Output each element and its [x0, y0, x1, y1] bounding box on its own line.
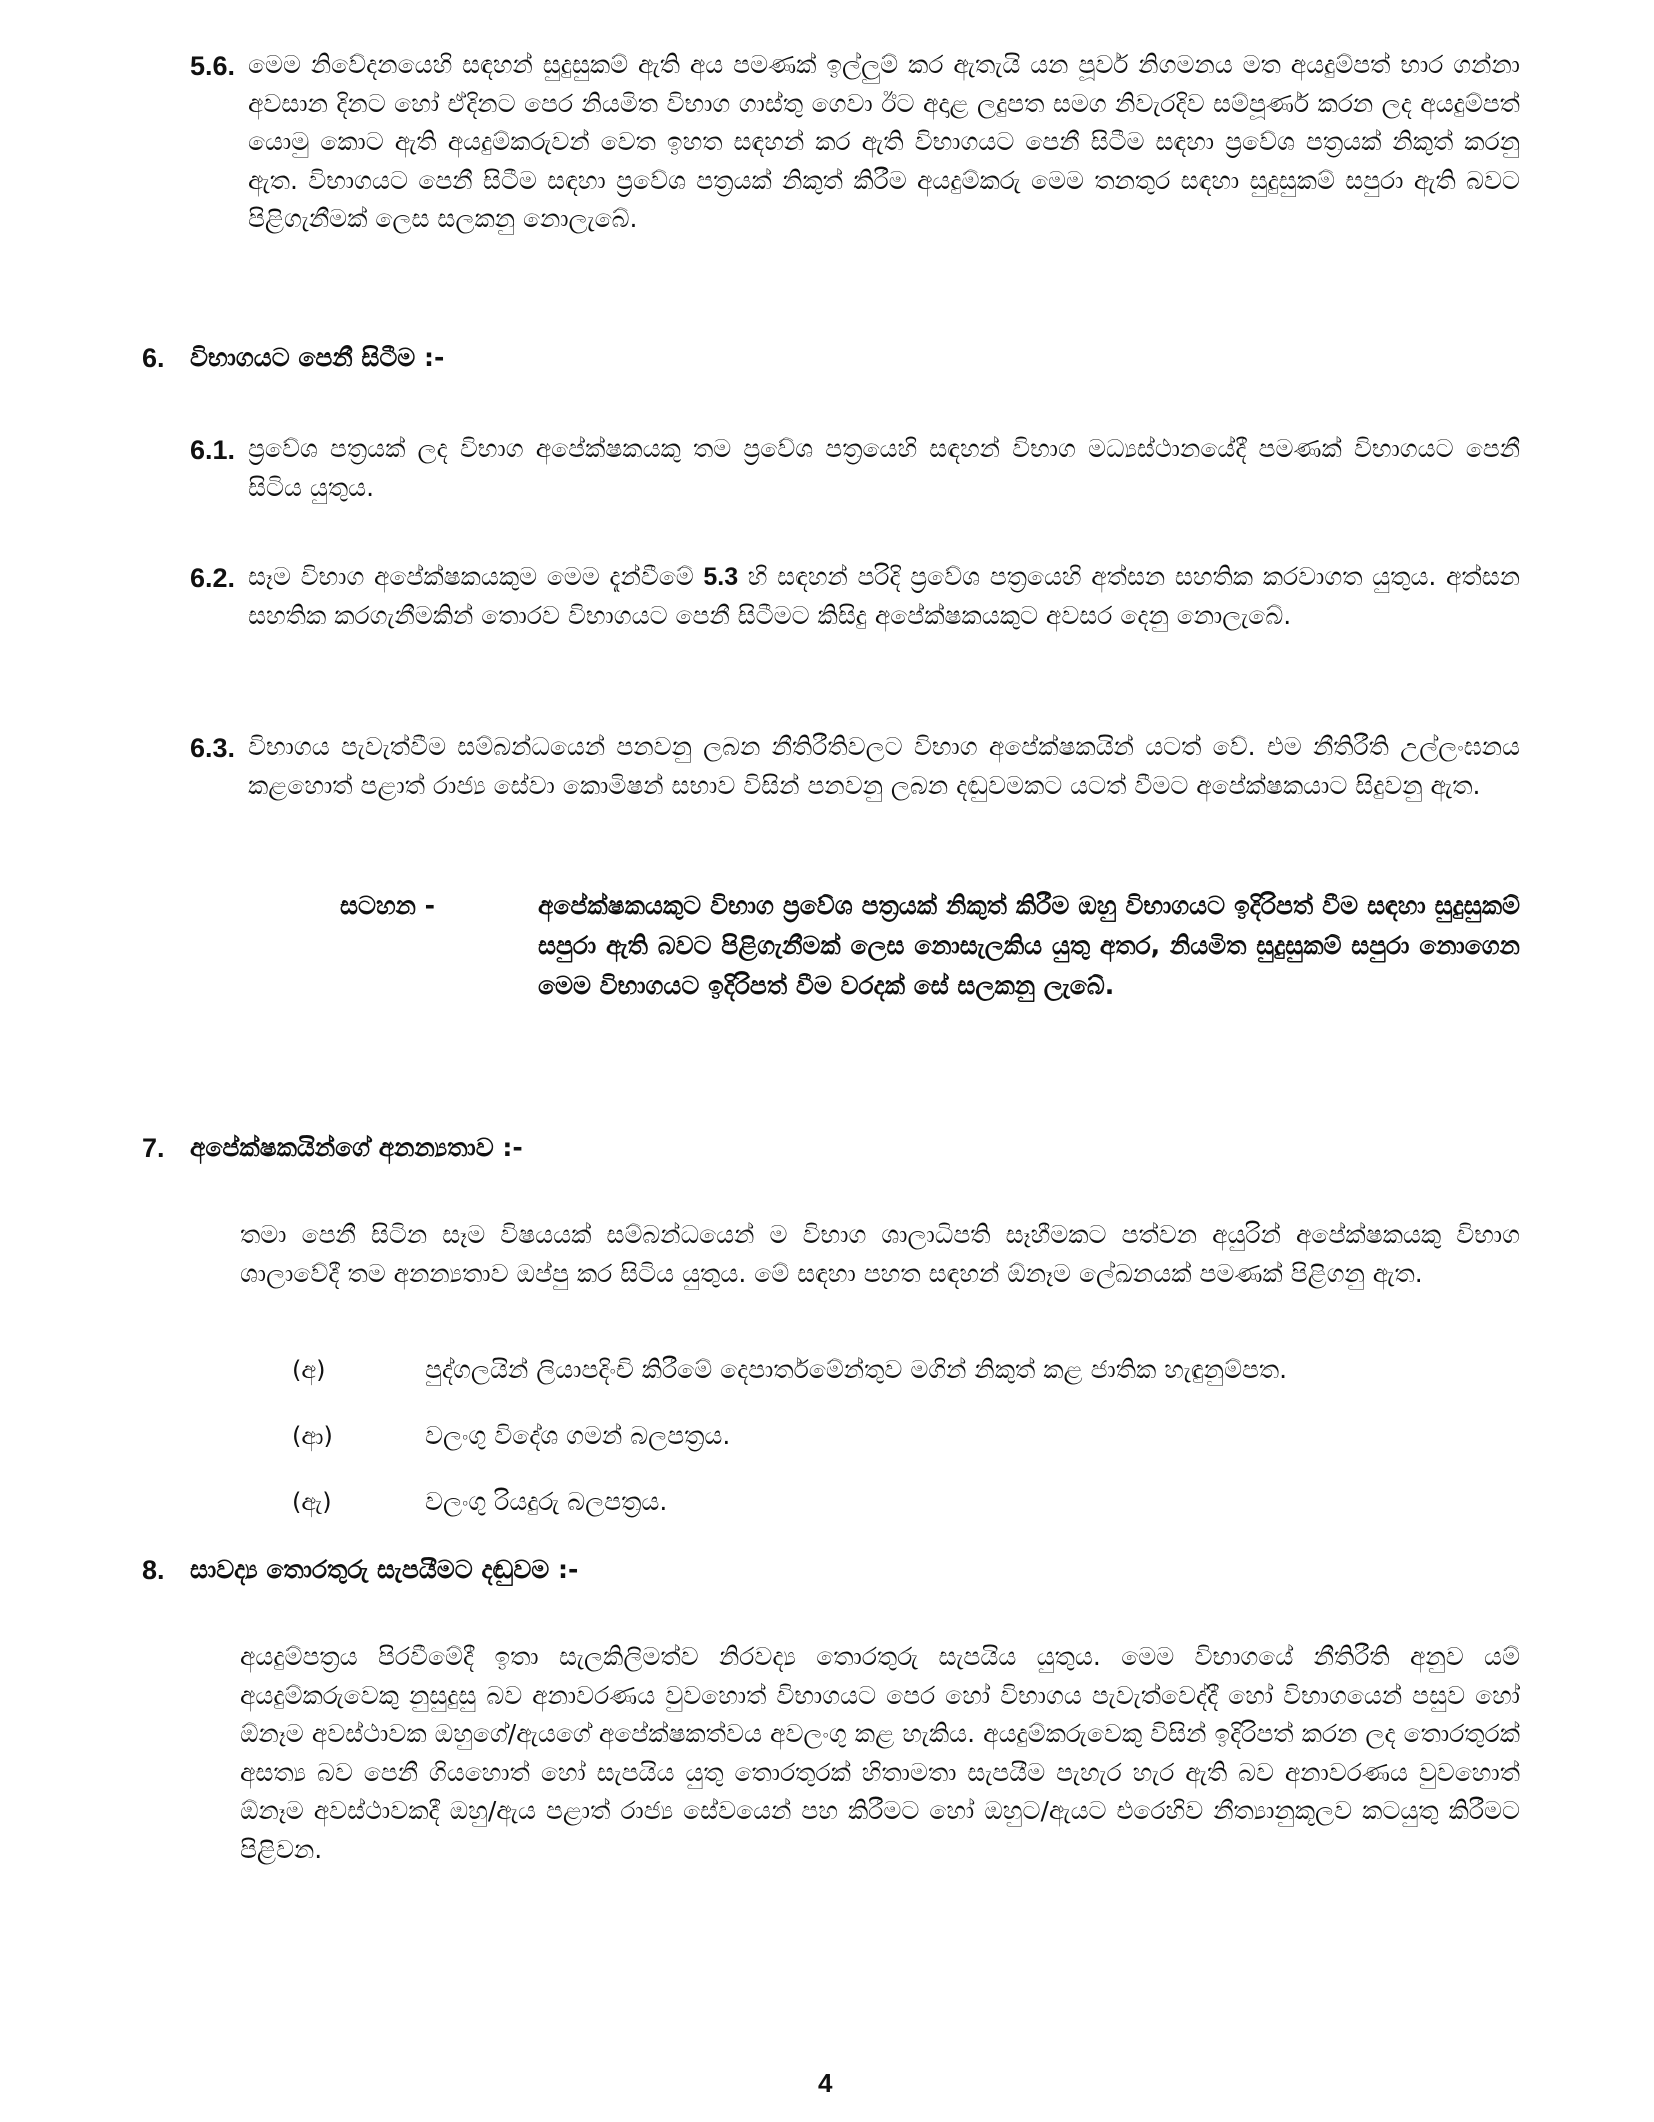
- section-7-intro: තමා පෙනී සිටින සෑම විෂයයක් සම්බන්ධයෙන් ම විභාග ශාලාධිපති සෑහීමකට පත්වන අයුරින් අපේක්ෂකයකු විභාග ශාලාවේදී තම අනන්‍යතාව ඔප්පු කර සිටිය යුතුය. මේ සඳහා පහත සඳහන් ඕනෑම ලේඛනයක් පමණක් පිළිගනු ඇත.: [240, 1220, 1520, 1288]
- list-marker-aa: (ආ): [292, 1422, 333, 1450]
- list-item-national-id: පුද්ගලයින් ලියාපදිංචි කිරීමේ දෙපාර්තමේන්තුව මගින් නිකුත් කළ ජාතික හැඳුනුම්පත.: [425, 1355, 1288, 1384]
- section-6-3-text: විභාගය පැවැත්වීම සම්බන්ධයෙන් පනවනු ලබන නීතිරීතිවලට විභාග අපේක්ෂකයින් යටත් වේ. එම නීතිරීති උල්ලංඝනය කළහොත් පළාත් රාජ්‍ය සේවා කොමිෂන් සභාව විසින් පනවනු ලබන දඬුවමකට යටත් වීමට අපේක්ෂකයාට සිදුවනු ඇත.: [248, 732, 1520, 800]
- list-item-driving-licence: වලංගු රියදුරු බලපත්‍රය.: [425, 1487, 668, 1516]
- section-7-number: 7.: [142, 1133, 165, 1163]
- section-6-3-number: 6.3.: [190, 733, 236, 763]
- section-6-2-text-before: සෑම විභාග අපේක්ෂකයකුම මෙම දැන්වීමේ: [248, 562, 704, 591]
- list-marker-a: (අ): [292, 1356, 326, 1384]
- page-number: 4: [818, 2068, 833, 2098]
- note-text: අපේක්ෂකයකුට විභාග ප්‍රවේශ පත්‍රයක් නිකුත් කිරීම ඔහු විභාගයට ඉදිරිපත් වීම සඳහා සුදුසුකම් සපුරා ඇති බවට පිළිගැනීමක් ලෙස නොසැලකිය යුතු අතර, නියමිත සුදුසුකම් සපුරා නොගෙන මෙම විභාගයට ඉදිරිපත් වීම වරදක් සේ සලකනු ලැබේ.: [538, 891, 1520, 1000]
- section-6-title: විභාගයට පෙනී සිටීම :-: [190, 343, 445, 372]
- section-6-2-text-after: හි සඳහන් පරිදි ප්‍රවේශ පත්‍රයෙහි අත්සන සහතික කරවාගත යුතුය. අත්සන සහතික කරගැනීමකින් තොරව විභාගයට පෙනී සිටීමට කිසිදු අපේක්ෂකයකුට අවසර දෙනු නොලැබේ.: [248, 562, 1520, 630]
- list-marker-ae: (ඇ): [292, 1488, 332, 1516]
- section-7-title: අපේක්ෂකයින්ගේ අනන්‍යතාව :-: [190, 1133, 523, 1162]
- section-6-1-text: ප්‍රවේශ පත්‍රයක් ලද විභාග අපේක්ෂකයකු තම ප්‍රවේශ පත්‍රයෙහි සඳහන් විභාග මධ්‍යස්ථානයේදී පමණක් විභාගයට පෙනී සිටිය යුතුය.: [248, 434, 1520, 502]
- section-5-6-text: මෙම නිවේදනයෙහි සඳහන් සුදුසුකම් ඇති අය පමණක් ඉල්ලුම් කර ඇතැයි යන පූර්ව නිගමනය මත අයදුම්පත් භාර ගන්නා අවසාන දිනට හෝ ඒදිනට පෙර නියමිත විභාග ගාස්තු ගෙවා ඊට අදාළ ලදුපත සමග නිවැරදිව සම්පූර්ණ කරන ලද අයදුම්පත් යොමු කොට ඇති අයදුම්කරුවන් වෙත ඉහත සඳහන් කර ඇති විභාගයට පෙනී සිටීම සඳහා ප්‍රවේශ පත්‍රයක් නිකුත් කරනු ඇත. විභාගයට පෙනී සිටීම සඳහා ප්‍රවේශ පත්‍රයක් නිකුත් කිරීම අයදුම්කරු මෙම තනතුර සඳහා සුදුසුකම් සපුරා ඇති බවට පිළිගැනීමක් ලෙස සලකනු නොලැබේ.: [248, 50, 1520, 233]
- section-6-number: 6.: [142, 343, 165, 373]
- section-8-number: 8.: [142, 1555, 165, 1585]
- note-label: සටහන -: [340, 891, 436, 920]
- section-6-1-number: 6.1.: [190, 435, 236, 465]
- section-6-2-text: [248, 558, 1520, 635]
- section-6-2-number: 6.2.: [190, 563, 236, 593]
- section-8-title: සාවද්‍ය තොරතුරු සැපයීමට දඬුවම :-: [190, 1555, 579, 1584]
- section-8-text: අයදුම්පත්‍රය පිරවීමේදී ඉතා සැලකිලිමත්ව නිරවද්‍ය තොරතුරු සැපයිය යුතුය. මෙම විභාගයේ නීතිරීති අනුව යම් අයදුම්කරුවෙකු නුසුදුසු බව අනාවරණය වුවහොත් විභාගයට පෙර හෝ විභාගය පැවැත්වෙද්දී හෝ විභාගයෙන් පසුව හෝ ඕනෑම අවස්ථාවක ඔහුගේ/ඇයගේ අපේක්ෂකත්වය අවලංගු කළ හැකිය. අයදුම්කරුවෙකු විසින් ඉදිරිපත් කරන ලද තොරතුරක් අසත්‍ය බව පෙනී ගියහොත් හෝ සැපයිය යුතු තොරතුරක් හිතාමතා සැපයීම පැහැර හැර ඇති බව අනාවරණය වුවහොත් ඕනෑම අවස්ථාවකදී ඔහු/ඇය පළාත් රාජ්‍ය සේවයෙන් පහ කිරීමට හෝ ඔහුට/ඇයට එරෙහිව නීත්‍යානුකූලව කටයුතු කිරීමට පිළිවන.: [240, 1642, 1520, 1864]
- section-6-2-reference: 5.3: [703, 563, 739, 591]
- list-item-passport: වලංගු විදේශ ගමන් බලපත්‍රය.: [425, 1421, 731, 1450]
- section-5-6-number: 5.6.: [190, 51, 236, 81]
